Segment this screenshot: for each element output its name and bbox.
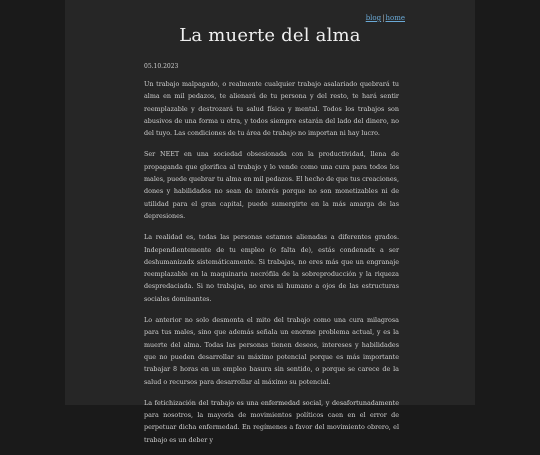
post-date: 05.10.2023 bbox=[144, 63, 179, 70]
paragraph-4: Lo anterior no solo desmonta el mito del trabajo como una cura milagrosa para tus males, sino que además señala un enorme problema actual, y es la muerte del alma. Todas las personas tienen deseos, intereses y habilidades que no pueden desarrollar su máximo potencial porque es más importante trabajar 8 horas en un empleo basura sin sentido, o porque se carece de la salud o recursos para desarrollar al máximo su potencial. bbox=[144, 316, 399, 386]
paragraph-2: Ser NEET en una sociedad obsesionada con la productividad, llena de propaganda que glorifica al trabajo y lo vende como una cura para todos los males, puede quebrar tu alma en mil pedazos. El hecho de que tus creaciones, dones y habilidades no sean de interés porque no son monetizables ni de utilidad para el gran capital, puede sumergirte en la más amarga de las depresiones. bbox=[144, 150, 399, 220]
paragraph-3: La realidad es, todas las personas estamos alienadas a diferentes grados. Independientemente de tu empleo (o falta de), estás condenadx a ser deshumanizadx sistemáticamente. Si trabajas, no eres más que un engranaje reemplazable en la maquinaria necrófila de la sobreproducción y la riqueza despredaciada. Si no trabajas, no eres ni humano a ojos de las estructuras sociales dominantes. bbox=[144, 233, 399, 303]
post-body bbox=[144, 78, 399, 455]
paragraph-5: La fetichización del trabajo es una enfermedad social, y desafortunadamente para nosotros, la mayoría de movimientos políticos caen en el error de perpetuar dicha enfermedad. En regímenes a favor del movimiento obrero, el trabajo es un deber y bbox=[144, 398, 399, 444]
paragraph-1: Un trabajo malpagado, o realmente cualquier trabajo asalariado quebrará tu alma en mil pedazos, te alienará de tu persona y del resto, te hará sentir reemplazable y destrozará tu salud física y mental. Todos los trabajos son abusivos de una forma u otra, y todos siempre estarán del lado del dinero, no del tuyo. Las condiciones de tu área de trabajo no importan ni hay lucro. bbox=[144, 80, 399, 138]
nav-separator: | bbox=[382, 14, 385, 22]
top-nav bbox=[366, 14, 405, 22]
page-container bbox=[65, 0, 475, 444]
post-title: La muerte del alma bbox=[179, 25, 361, 46]
nav-home-link[interactable]: home bbox=[385, 14, 405, 22]
nav-blog-link[interactable]: blog bbox=[365, 14, 382, 22]
